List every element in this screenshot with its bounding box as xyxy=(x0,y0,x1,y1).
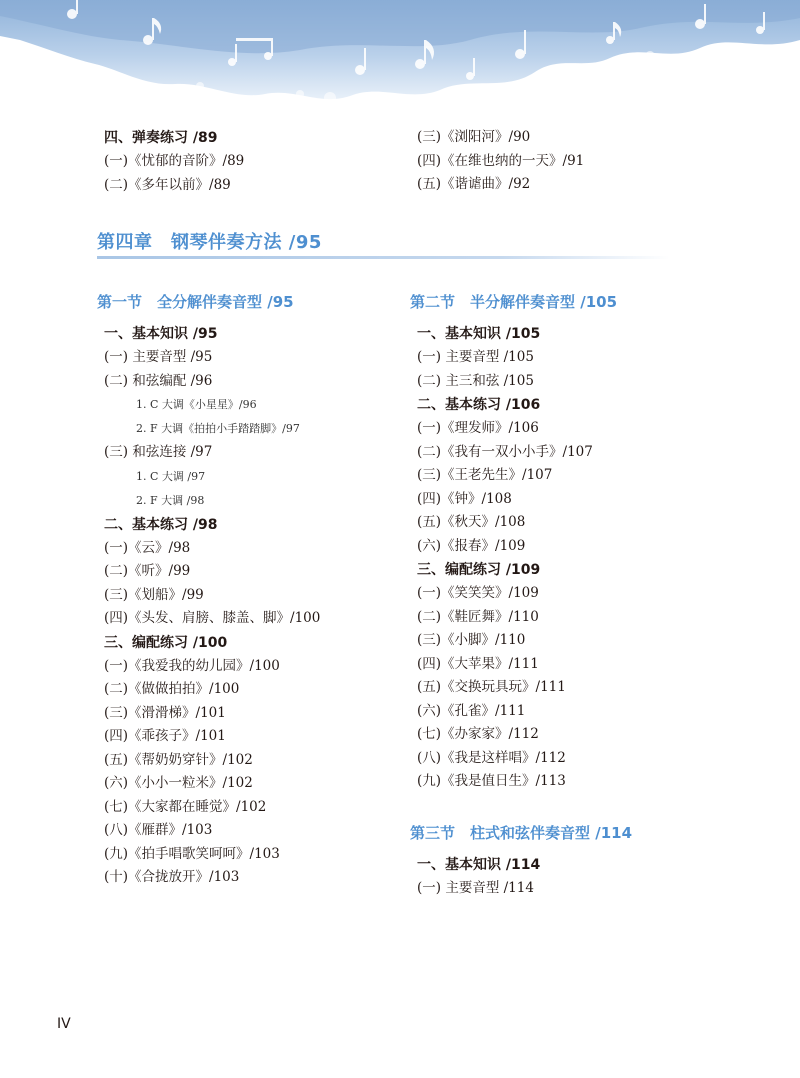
toc-entry[interactable]: (五)《秋天》/108 xyxy=(417,514,526,530)
toc-subheading[interactable]: 四、弹奏练习 /89 xyxy=(104,130,218,146)
chapter-divider xyxy=(97,256,670,259)
toc-subheading[interactable]: 二、基本练习 /106 xyxy=(417,397,541,413)
toc-entry[interactable]: (三)《划船》/99 xyxy=(104,586,204,603)
toc-entry[interactable]: (八)《雁群》/103 xyxy=(104,822,213,838)
toc-entry[interactable]: (一) 主要音型 /105 xyxy=(417,349,534,365)
toc-entry[interactable]: (二)《鞋匠舞》/110 xyxy=(417,608,539,625)
toc-entry[interactable]: (五)《帮奶奶穿针》/102 xyxy=(104,751,253,768)
toc-subentry[interactable]: 1. C 大调 /97 xyxy=(136,469,206,483)
toc-entry[interactable]: (一) 主要音型 /95 xyxy=(104,349,213,365)
toc-entry[interactable]: (七)《办家家》/112 xyxy=(417,726,539,742)
toc-entry[interactable]: (六)《孔雀》/111 xyxy=(417,702,526,719)
toc-subheading[interactable]: 一、基本知识 /95 xyxy=(104,326,218,342)
toc-entry[interactable]: (一)《我爱我的幼儿园》/100 xyxy=(104,657,280,674)
toc-entry[interactable]: (二)《多年以前》/89 xyxy=(104,176,231,193)
toc-subheading[interactable]: 三、编配练习 /109 xyxy=(417,562,541,578)
toc-subentry[interactable]: 1. C 大调《小星星》/96 xyxy=(136,398,257,411)
toc-entry[interactable]: (五)《交换玩具玩》/111 xyxy=(417,679,566,695)
toc-entry[interactable]: (五)《谐谑曲》/92 xyxy=(417,176,531,192)
toc-entry[interactable]: (三) 和弦连接 /97 xyxy=(104,444,213,460)
toc-entry[interactable]: (二)《听》/99 xyxy=(104,563,191,579)
section-title-2[interactable]: 第二节 半分解伴奏音型 /105 xyxy=(410,293,618,311)
toc-subheading[interactable]: 一、基本知识 /105 xyxy=(417,326,541,342)
toc-entry[interactable]: (一)《云》/98 xyxy=(104,539,191,556)
toc-entry[interactable]: (三)《浏阳河》/90 xyxy=(417,129,531,145)
chapter-title[interactable]: 第四章 钢琴伴奏方法 /95 xyxy=(97,232,322,253)
toc-entry[interactable]: (十)《合拢放开》/103 xyxy=(104,869,240,885)
toc-entry[interactable]: (九)《拍手唱歌笑呵呵》/103 xyxy=(104,845,280,862)
toc-entry[interactable]: (七)《大家都在睡觉》/102 xyxy=(104,798,267,815)
page-number: IV xyxy=(57,1016,71,1032)
toc-entry[interactable]: (四)《钟》/108 xyxy=(417,490,512,507)
toc-subentry[interactable]: 2. F 大调 /98 xyxy=(136,493,205,507)
section-title-1[interactable]: 第一节 全分解伴奏音型 /95 xyxy=(97,293,294,311)
toc-entry[interactable]: (一)《笑笑笑》/109 xyxy=(417,585,539,601)
toc-subentry[interactable]: 2. F 大调《拍拍小手踏踏脚》/97 xyxy=(136,422,300,435)
section-2-entries xyxy=(417,322,593,794)
toc-entry[interactable]: (九)《我是值日生》/113 xyxy=(417,773,566,789)
section-1-entries xyxy=(104,322,320,890)
toc-entry[interactable]: (三)《小脚》/110 xyxy=(417,632,526,648)
toc-entry[interactable]: (一)《理发师》/106 xyxy=(417,420,539,436)
toc-entry[interactable]: (四)《在维也纳的一天》/91 xyxy=(417,152,585,169)
toc-subheading[interactable]: 一、基本知识 /114 xyxy=(417,857,541,873)
toc-entry[interactable]: (三)《王老先生》/107 xyxy=(417,467,553,483)
toc-entry[interactable]: (二) 和弦编配 /96 xyxy=(104,372,213,389)
toc-entry[interactable]: (一) 主要音型 /114 xyxy=(417,880,534,896)
toc-entry[interactable]: (六)《报春》/109 xyxy=(417,537,526,554)
toc-entry[interactable]: (一)《忧郁的音阶》/89 xyxy=(104,153,245,169)
toc-entry[interactable]: (二)《做做拍拍》/100 xyxy=(104,681,240,697)
toc-entry[interactable]: (六)《小小一粒米》/102 xyxy=(104,775,253,791)
toc-entry[interactable]: (四)《头发、肩膀、膝盖、脚》/100 xyxy=(104,610,321,626)
toc-entry[interactable]: (二) 主三和弦 /105 xyxy=(417,372,534,389)
section-title-3[interactable]: 第三节 柱式和弦伴奏音型 /114 xyxy=(410,824,633,842)
toc-top-left-column xyxy=(104,126,244,197)
music-notes-banner xyxy=(0,0,800,110)
toc-entry[interactable]: (二)《我有一双小小手》/107 xyxy=(417,443,593,460)
toc-entry[interactable]: (四)《乖孩子》/101 xyxy=(104,728,226,744)
section-3-entries xyxy=(417,853,540,901)
toc-entry[interactable]: (八)《我是这样唱》/112 xyxy=(417,749,566,766)
toc-entry[interactable]: (四)《大苹果》/111 xyxy=(417,655,539,672)
toc-entry[interactable]: (三)《滑滑梯》/101 xyxy=(104,704,226,721)
toc-subheading[interactable]: 三、编配练习 /100 xyxy=(104,634,228,651)
toc-top-right-column xyxy=(417,126,584,197)
toc-subheading[interactable]: 二、基本练习 /98 xyxy=(104,516,218,533)
